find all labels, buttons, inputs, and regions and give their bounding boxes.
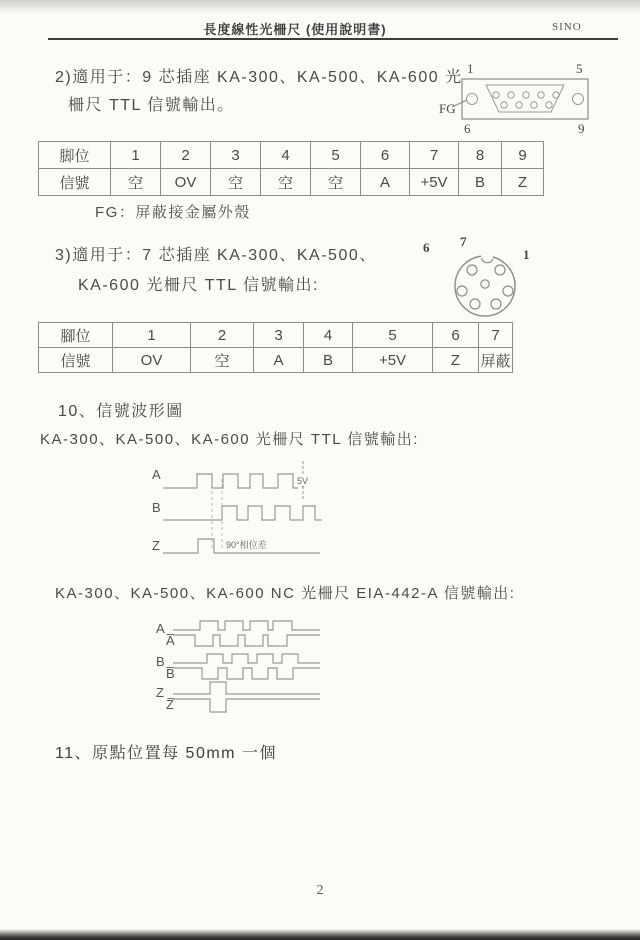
- dsub9-pins: [493, 92, 559, 108]
- scan-top-edge: [0, 0, 640, 14]
- scan-bottom-edge: [0, 929, 640, 940]
- dsub9-fg-label: FG: [439, 101, 456, 116]
- ttl-a-wave: [163, 474, 298, 488]
- ttl-amplitude-label: 5V: [297, 476, 309, 486]
- eia-z-bar-wave: [173, 699, 320, 712]
- dsub9-pin5-label: 5: [576, 61, 583, 76]
- dsub9-pin1-label: 1: [467, 61, 474, 76]
- cell: +5V: [353, 348, 433, 373]
- phase-guide-lines: [212, 479, 222, 548]
- cell: 1: [111, 142, 161, 169]
- cell: 5: [311, 142, 361, 169]
- cell: 空: [111, 169, 161, 196]
- cell: 屏蔽: [479, 348, 513, 373]
- eia-b-bar-label: B̅: [166, 666, 175, 681]
- ttl-waveform-diagram: [140, 455, 390, 563]
- cell: 6: [433, 323, 479, 348]
- page-number: 2: [316, 883, 324, 898]
- cell: OV: [161, 169, 211, 196]
- fg-note: FG：屏蔽接金屬外殼: [95, 204, 251, 221]
- ttl-caption: KA-300、KA-500、KA-600 光柵尺 TTL 信號輸出:: [40, 431, 419, 448]
- eia-caption: KA-300、KA-500、KA-600 NC 光柵尺 EIA-442-A 信號輸出:: [55, 585, 516, 602]
- eia-b-wave: [173, 654, 320, 663]
- eia-b-bar-wave: [173, 668, 320, 679]
- cell: 6: [361, 142, 410, 169]
- dsub9-connector-diagram: [438, 57, 603, 137]
- section11-text: 11、原點位置每 50mm 一個: [55, 745, 277, 762]
- brand-logo: SINO: [552, 21, 582, 33]
- din7-pin1-label: 1: [523, 247, 530, 262]
- din7-pins: [457, 265, 513, 309]
- ttl-b-wave: [163, 506, 322, 520]
- eia-b-label: B: [156, 654, 165, 669]
- header-divider: [48, 38, 618, 40]
- dsub9-pin6-label: 6: [464, 121, 471, 136]
- cell: 7: [410, 142, 459, 169]
- cell: 4: [304, 323, 353, 348]
- phase-note: 90°相位差: [226, 540, 267, 550]
- din7-pin6-label: 6: [423, 240, 430, 255]
- din7-connector-diagram: [415, 233, 545, 328]
- cell: 1: [113, 323, 191, 348]
- cell: 空: [261, 169, 311, 196]
- eia-waveform-diagram: [140, 618, 400, 730]
- cell: 3: [211, 142, 261, 169]
- din7-pin7-label: 7: [460, 234, 467, 249]
- dsub9-mount-hole-left: [467, 94, 478, 105]
- cell: 信號: [39, 169, 111, 196]
- eia-a-bar-label: A̅: [166, 633, 175, 648]
- cell: A: [254, 348, 304, 373]
- cell: 空: [191, 348, 254, 373]
- ttl-b-label: B: [152, 500, 161, 515]
- eia-a-wave: [173, 621, 320, 630]
- table-row: [39, 142, 544, 169]
- cell: 3: [254, 323, 304, 348]
- cell: 9: [502, 142, 544, 169]
- cell: 2: [191, 323, 254, 348]
- section10-title: 10、信號波形圖: [58, 403, 184, 420]
- ttl-z-label: Z: [152, 538, 160, 553]
- pinout-table-9pin: [38, 141, 544, 196]
- pinout-table-7pin: [38, 322, 513, 373]
- cell: B: [304, 348, 353, 373]
- section2-line1: 2)適用于：9 芯插座 KA-300、KA-500、KA-600 光: [55, 69, 463, 86]
- dsub9-mount-hole-right: [573, 94, 584, 105]
- dsub9-pin9-label: 9: [578, 121, 585, 136]
- eia-z-label: Z: [156, 685, 164, 700]
- section2-line2: 柵尺 TTL 信號輸出。: [68, 97, 235, 114]
- cell: 8: [459, 142, 502, 169]
- section3-line2: KA-600 光柵尺 TTL 信號輸出:: [78, 277, 320, 294]
- amplitude-annotation: [294, 461, 314, 499]
- cell: 5: [353, 323, 433, 348]
- cell: 腳位: [39, 323, 113, 348]
- section3-line1: 3)適用于：7 芯插座 KA-300、KA-500、: [55, 247, 377, 264]
- table-row: [39, 348, 513, 373]
- table-row: [39, 169, 544, 196]
- cell: 2: [161, 142, 211, 169]
- ttl-a-label: A: [152, 467, 161, 482]
- cell: B: [459, 169, 502, 196]
- cell: 脚位: [39, 142, 111, 169]
- cell: 信號: [39, 348, 113, 373]
- cell: OV: [113, 348, 191, 373]
- page-title: 長度線性光柵尺 (使用說明書): [203, 22, 387, 37]
- cell: Z: [433, 348, 479, 373]
- cell: 7: [479, 323, 513, 348]
- table-row: [39, 323, 513, 348]
- eia-z-bar-label: Z̅: [166, 697, 174, 712]
- cell: 4: [261, 142, 311, 169]
- cell: +5V: [410, 169, 459, 196]
- eia-a-label: A: [156, 621, 165, 636]
- eia-z-wave: [173, 682, 320, 694]
- cell: Z: [502, 169, 544, 196]
- cell: 空: [311, 169, 361, 196]
- eia-a-bar-wave: [173, 635, 320, 646]
- cell: A: [361, 169, 410, 196]
- cell: 空: [211, 169, 261, 196]
